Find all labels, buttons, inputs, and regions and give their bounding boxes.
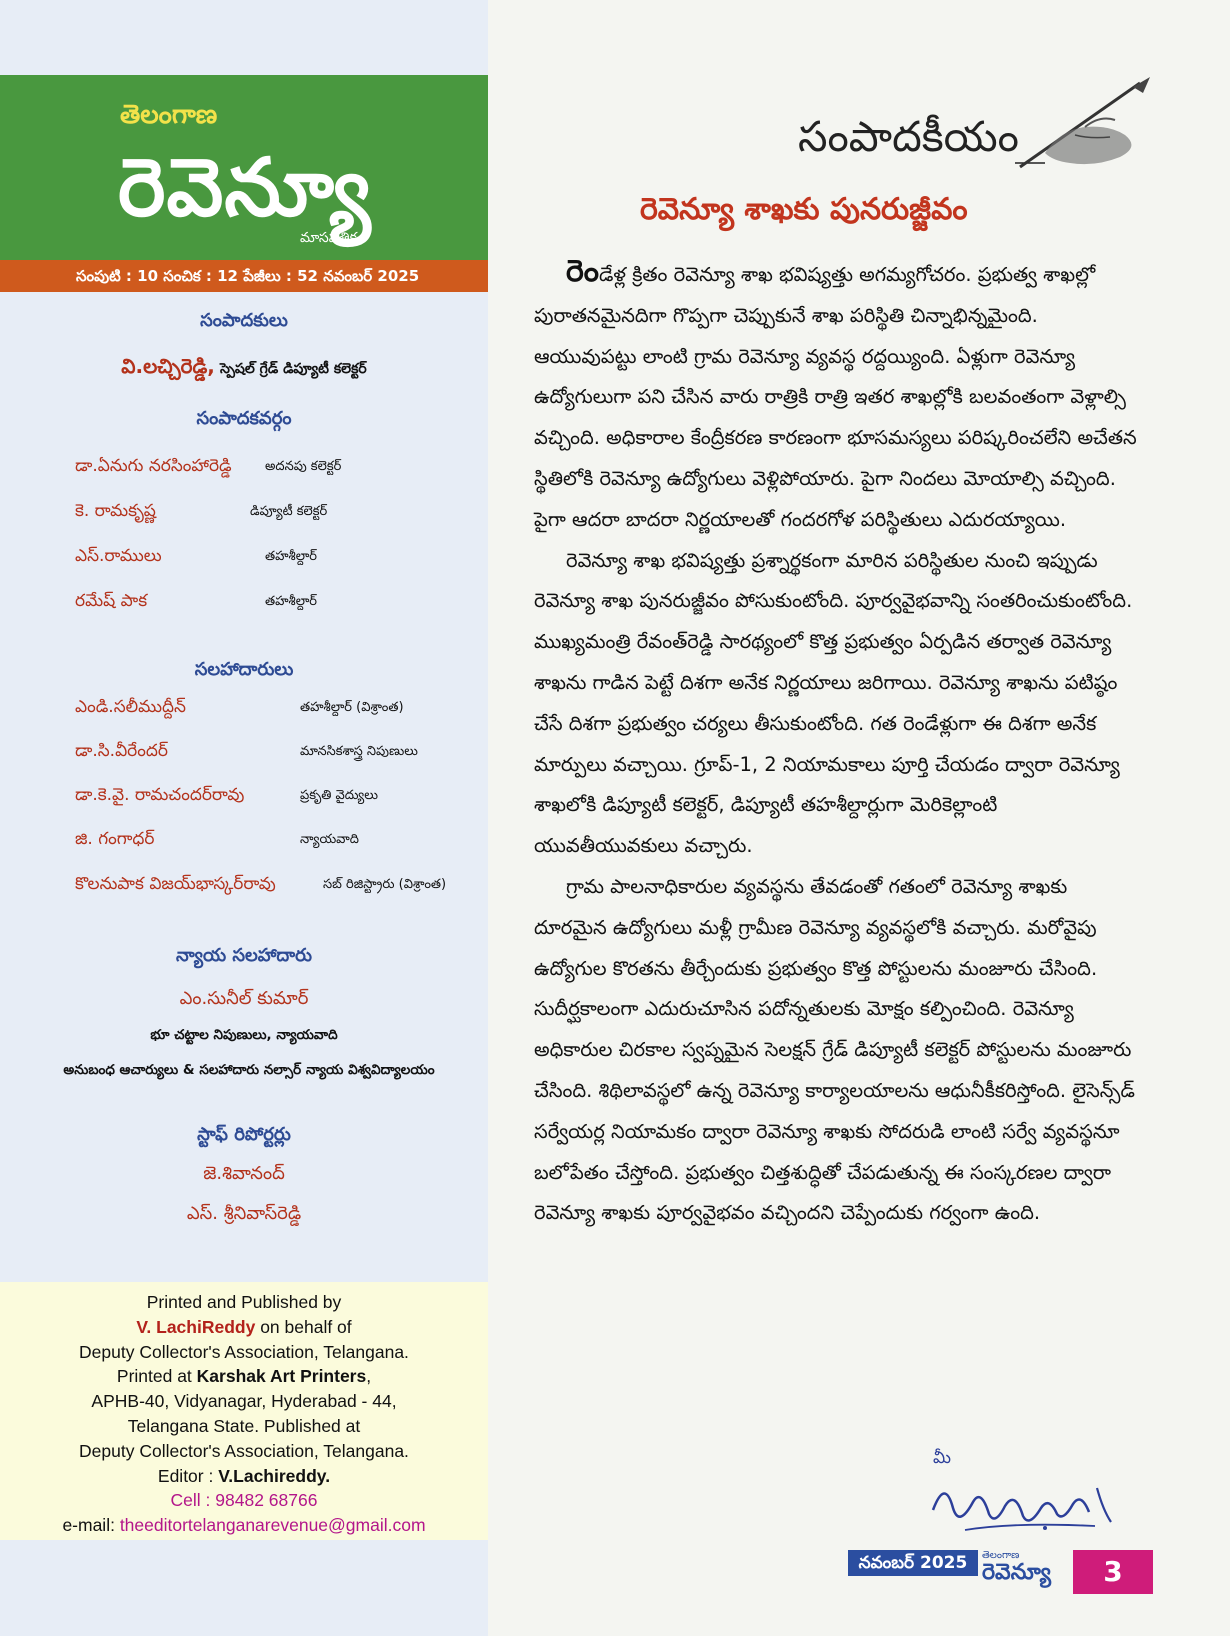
member-role: డిప్యూటీ కలెక్టర్: [250, 504, 328, 519]
editor-line: Editor : V.Lachireddy.: [157, 1465, 331, 1486]
advisor-name: డా.సి.వీరేందర్: [75, 741, 168, 761]
publisher-line: Deputy Collector's Association, Telangana.: [79, 1341, 409, 1362]
advisor-name: ఎండి.సలీముద్దీన్: [75, 697, 186, 717]
editor-name: V.Lachireddy.: [218, 1465, 331, 1486]
paragraph: రెవెన్యూ శాఖ భవిష్యత్తు ప్రశ్నార్థకంగా మారిన పరిస్థితుల నుంచి ఇప్పుడు రెవెన్యూ శాఖ పునరుజ్జీవం పోసుకుంటోంది. పూర్వవైభవాన్ని సంతరించుకుంటోంది. ముఖ్యమంత్రి రేవంత్‌రెడ్డి సారథ్యంలో కొత్త ప్రభుత్వం ఏర్పడిన తర్వాత రెవెన్యూ శాఖను గాడిన పెట్టే దిశగా అనేక నిర్ణయాలు జరిగాయి. రెవెన్యూ శాఖను పటిష్ఠం చేసే దిశగా ప్రభుత్వం చర్యలు తీసుకుంటోంది. గత రెండేళ్లుగా ఈ దిశగా అనేక మార్పులు వచ్చాయి. గ్రూప్-1, 2 నియామకాలు పూర్తి చేయడం ద్వారా రెవెన్యూ శాఖలోకి డిప్యూటీ కలెక్టర్, డిప్యూటీ తహశీల్దార్లుగా మెరికెల్లాంటి యువతీయువకులు వచ్చారు.: [534, 548, 1133, 858]
publisher-line: APHB-40, Vidyanagar, Hyderabad - 44,: [91, 1391, 397, 1412]
editorial-board-heading: సంపాదకవర్గం: [196, 408, 292, 429]
board-member: [75, 501, 485, 527]
advisors-heading: సలహాదారులు: [194, 659, 294, 680]
masthead-subtitle: మాసపత్రిక: [300, 230, 357, 246]
publisher-line: Printed at Karshak Art Printers,: [116, 1366, 372, 1387]
legal-advisor-affiliation: అనుబంధ ఆచార్యులు & సలహాదారు నల్సార్ న్యాయ విశ్వవిద్యాలయం: [63, 1062, 435, 1078]
publisher-name: V. LachiReddy: [136, 1316, 256, 1337]
legal-advisor-heading: న్యాయ సలహాదారు: [176, 945, 312, 966]
advisor: [75, 829, 485, 855]
advisor-role: న్యాయవాది: [300, 832, 359, 847]
chief-editor-name: వి.లచ్చిరెడ్డి,: [121, 354, 215, 378]
advisor-name: జి. గంగాధర్: [75, 829, 155, 849]
chief-editor-role: స్పెషల్ గ్రేడ్ డిప్యూటీ కలెక్టర్: [220, 361, 367, 377]
reporter-name: ఎస్. శ్రీనివాస్‌రెడ్డి: [186, 1203, 302, 1224]
advisor-role: ప్రకృతి వైద్యులు: [300, 788, 378, 803]
reporter-name: జె.శివానంద్: [203, 1163, 285, 1184]
page-number: 3: [1073, 1550, 1153, 1594]
advisor: [75, 785, 485, 811]
email-link[interactable]: theeditortelanganarevenue@gmail.com: [119, 1515, 426, 1536]
member-role: తహశీల్దార్: [265, 594, 318, 609]
board-member: [75, 591, 485, 617]
masthead-title: రెవెన్యూ: [118, 141, 372, 234]
member-role: అదనపు కలెక్టర్: [265, 459, 342, 474]
advisor-name: కొలనుపాక విజయ్‌భాస్కర్‌రావు: [75, 874, 276, 894]
publisher-box: [0, 1282, 488, 1540]
publisher-line: Telangana State. Published at: [127, 1415, 361, 1436]
section-title: సంపాదకీయం: [798, 112, 1019, 161]
signature-image: [925, 1470, 1125, 1544]
member-name: డా.ఏనుగు నరసింహారెడ్డి: [75, 456, 232, 476]
footer-brand-small: తెలంగాణ: [982, 1550, 1020, 1561]
publisher-line: Deputy Collector's Association, Telangana.: [79, 1440, 409, 1461]
cell-number: Cell : 98482 68766: [170, 1490, 318, 1511]
email-line: e-mail: theeditortelanganarevenue@gmail.com: [62, 1515, 426, 1536]
member-name: రమేష్ పాక: [75, 591, 148, 611]
member-role: తహశీల్దార్: [265, 549, 318, 564]
publisher-line: Printed and Published by: [146, 1292, 342, 1312]
footer-brand: రెవెన్యూ: [982, 1560, 1051, 1585]
board-member: [75, 546, 485, 572]
member-name: ఎస్.రాములు: [75, 546, 162, 566]
board-member: [75, 456, 485, 482]
publisher-line: V. LachiReddy on behalf of: [136, 1316, 352, 1337]
advisor-role: తహశీల్దార్ (విశ్రాంత): [300, 700, 404, 715]
editors-heading: సంపాదకులు: [200, 310, 288, 331]
advisor-name: డా.కె.వై. రామచందర్‌రావు: [75, 785, 245, 805]
pen-hand-icon: [1015, 75, 1155, 174]
editorial-headline: రెవెన్యూ శాఖకు పునరుజ్జీవం: [640, 192, 968, 227]
masthead-state: తెలంగాణ: [120, 100, 218, 130]
paragraph: రెండేళ్ల క్రితం రెవెన్యూ శాఖ భవిష్యత్తు అగమ్యగోచరం. ప్రభుత్వ శాఖల్లో పురాతనమైనదిగా గొప్పగా చెప్పుకునే శాఖ పరిస్థితి చిన్నాభిన్నమైంది. ఆయువుపట్టు లాంటి గ్రామ రెవెన్యూ వ్యవస్థ రద్దయ్యింది. ఏళ్లుగా రెవెన్యూ ఉద్యోగులుగా పని చేసిన వారు రాత్రికి రాత్రి ఇతర శాఖల్లోకి బలవంతంగా వెళ్లాల్సి వచ్చింది. అధికారాల కేంద్రీకరణ కారణంగా భూసమస్యలు పరిష్కరించలేని అచేతన స్థితిలోకి రెవెన్యూ ఉద్యోగులు వెళ్లిపోయారు. పైగా నిందలు మోయాల్సి వచ్చింది. పైగా ఆదరా బాదరా నిర్ణయాలతో గందరగోళ పరిస్థితులు ఎదురయ్యాయి.: [534, 254, 1137, 531]
printer-name: Karshak Art Printers: [196, 1366, 367, 1387]
advisor-role: సబ్ రిజిస్ట్రారు (విశ్రాంత): [323, 877, 447, 892]
advisor-role: మానసికశాస్త్ర నిపుణులు: [300, 744, 418, 759]
editorial-body: [534, 252, 1144, 1234]
advisor: [75, 741, 485, 767]
reporters-heading: స్టాఫ్ రిపోర్టర్లు: [197, 1124, 291, 1145]
issue-info-bar: సంపుటి : 10 సంచిక : 12 పేజీలు : 52 నవంబర్ 2025: [0, 260, 488, 292]
dropcap: రెం: [566, 254, 599, 289]
advisor: [75, 874, 485, 900]
footer-date: నవంబర్ 2025: [848, 1550, 978, 1576]
advisor: [75, 697, 485, 723]
legal-advisor-title: భూ చట్టాల నిపుణులు, న్యాయవాది: [150, 1027, 338, 1043]
signature-lead: మీ: [933, 1448, 951, 1468]
paragraph: గ్రామ పాలనాధికారుల వ్యవస్థను తేవడంతో గతంలో రెవెన్యూ శాఖకు దూరమైన ఉద్యోగులు మళ్లీ గ్రామీణ రెవెన్యూ వ్యవస్థలోకి వచ్చారు. మరోవైపు ఉద్యోగుల కొరతను తీర్చేందుకు ప్రభుత్వం కొత్త పోస్టులను మంజూరు చేసింది. సుదీర్ఘకాలంగా ఎదురుచూసిన పదోన్నతులకు మోక్షం కల్పించింది. రెవెన్యూ అధికారుల చిరకాల స్వప్నమైన సెలక్షన్ గ్రేడ్ డిప్యూటీ కలెక్టర్ పోస్టులను మంజూరు చేసింది. శిథిలావస్థలో ఉన్న రెవెన్యూ కార్యాలయాలను ఆధునీకీకరిస్తోంది. లైసెన్స్‌డ్ సర్వేయర్ల నియామకం ద్వారా రెవెన్యూ శాఖకు సోదరుడి లాంటి సర్వే వ్యవస్థనూ బలోపేతం చేస్తోంది. ప్రభుత్వం చిత్తశుద్ధితో చేపడుతున్న ఈ సంస్కరణల ద్వారా రెవెన్యూ శాఖకు పూర్వవైభవం వచ్చిందని చెప్పేందుకు గర్వంగా ఉంది.: [534, 874, 1135, 1225]
chief-editor: [0, 354, 488, 383]
legal-advisor-name: ఎం.సునీల్ కుమార్: [179, 988, 309, 1009]
member-name: కె. రామకృష్ణ: [75, 501, 156, 521]
